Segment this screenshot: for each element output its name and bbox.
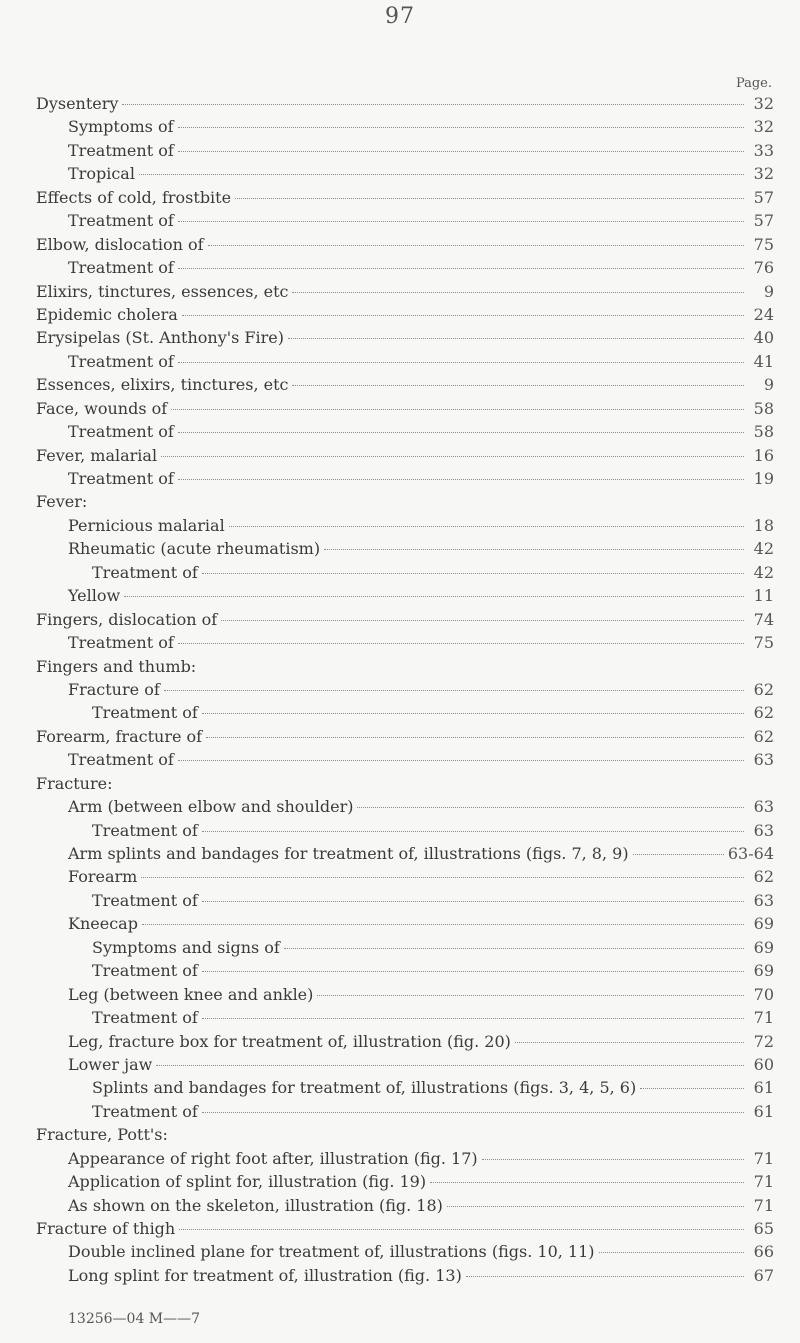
dot-leader [292, 385, 744, 386]
index-entry [36, 1194, 774, 1217]
entry-page: 32 [753, 117, 774, 137]
index-entry [36, 162, 774, 185]
entry-label: Treatment of [68, 140, 174, 160]
entry-label: Effects of cold, frostbite [36, 187, 232, 207]
entry-label: Erysipelas (St. Anthony's Fire) [36, 328, 285, 348]
dot-leader [178, 221, 744, 222]
entry-label: Treatment of [92, 562, 198, 582]
index-entry [36, 350, 774, 373]
entry-page: 24 [753, 304, 774, 324]
entry-page: 61 [753, 1078, 774, 1098]
entry-page: 63-64 [727, 844, 774, 863]
entry-page: 41 [753, 351, 774, 371]
dot-leader [206, 737, 744, 738]
dot-leader [202, 901, 744, 902]
dot-leader [139, 174, 744, 175]
entry-label: Leg, fracture box for treatment of, illustration (fig. 20) [68, 1031, 511, 1051]
dot-leader [221, 620, 744, 621]
dot-leader [482, 1159, 744, 1160]
dot-leader [284, 948, 744, 949]
entry-page: 71 [753, 1172, 774, 1192]
index-entry [36, 1264, 774, 1287]
dot-leader [640, 1088, 744, 1089]
entry-page: 18 [753, 515, 774, 535]
entry-page: 42 [753, 562, 774, 582]
entry-label: Arm splints and bandages for treatment of, illustrations (figs. 7, 8, 9) [68, 844, 629, 863]
entry-page: 75 [753, 633, 774, 653]
index-entry [36, 725, 774, 748]
index-entry [36, 1006, 774, 1029]
dot-leader [466, 1276, 744, 1277]
dot-leader [515, 1042, 744, 1043]
entry-page: 74 [753, 609, 774, 629]
entry-label: Treatment of [92, 820, 198, 840]
entry-page: 71 [753, 1008, 774, 1028]
entry-label: Treatment of [68, 211, 174, 231]
entry-label: Treatment of [68, 469, 174, 488]
entry-label: Fingers and thumb: [36, 656, 197, 676]
entry-page: 9 [763, 375, 774, 395]
dot-leader [202, 971, 744, 972]
dot-leader [430, 1182, 744, 1183]
entry-label: Treatment of [92, 703, 198, 723]
dot-leader [156, 1065, 744, 1066]
index-entry [36, 139, 774, 162]
index-entry [36, 373, 774, 396]
index-entry [36, 889, 774, 912]
dot-leader [324, 549, 744, 550]
entry-page: 69 [753, 937, 774, 957]
index-entry [36, 655, 774, 678]
entry-label: Pernicious malarial [68, 515, 225, 535]
entry-label: Treatment of [68, 633, 174, 653]
dot-leader [178, 151, 744, 152]
footer-note: 13256—04 M——7 [68, 1311, 201, 1327]
entry-label: Elbow, dislocation of [36, 234, 204, 254]
index-entry [36, 115, 774, 138]
entry-page: 67 [753, 1265, 774, 1285]
dot-leader [164, 690, 744, 691]
index-entry [36, 865, 774, 888]
entry-page: 19 [753, 469, 774, 488]
entry-page: 11 [753, 586, 774, 606]
dot-leader [202, 1112, 744, 1113]
dot-leader [178, 479, 744, 480]
index-entry [36, 631, 774, 654]
entry-page: 75 [753, 234, 774, 254]
entry-page: 72 [753, 1031, 774, 1051]
dot-leader [171, 409, 744, 410]
index-entry [36, 1100, 774, 1123]
entry-label: Rheumatic (acute rheumatism) [68, 539, 321, 559]
index-entry [36, 92, 774, 115]
index-entry [36, 1217, 774, 1240]
index-entry [36, 1170, 774, 1193]
page-column-header: Page. [735, 76, 772, 91]
entry-page: 63 [753, 797, 774, 817]
entry-page: 71 [753, 1195, 774, 1215]
index-entry [36, 303, 774, 326]
entry-label: Treatment of [92, 961, 198, 981]
index-entry [36, 936, 774, 959]
index-entry [36, 701, 774, 724]
entry-label: Symptoms of [68, 117, 174, 137]
entry-label: Treatment of [92, 1008, 198, 1028]
entry-label: Treatment of [68, 351, 174, 371]
index-entry [36, 1123, 774, 1146]
index-entry [36, 514, 774, 537]
index-entry [36, 748, 774, 771]
entry-label: Epidemic cholera [36, 304, 178, 324]
index-entry [36, 678, 774, 701]
entry-label: Elixirs, tinctures, essences, etc [36, 281, 289, 301]
index-entry [36, 983, 774, 1006]
entry-page: 57 [753, 211, 774, 231]
dot-leader [202, 831, 744, 832]
dot-leader [208, 245, 744, 246]
entry-label: Treatment of [92, 1101, 198, 1121]
index-entry [36, 537, 774, 560]
index-entry [36, 959, 774, 982]
entry-page: 62 [753, 726, 774, 746]
dot-leader [288, 338, 744, 339]
index-entry [36, 1030, 774, 1053]
dot-leader [178, 362, 744, 363]
dot-leader [357, 807, 744, 808]
entry-page: 71 [753, 1148, 774, 1168]
dot-leader [182, 315, 744, 316]
entry-label: Fracture, Pott's: [36, 1125, 168, 1145]
index-entry [36, 608, 774, 631]
entry-label: Forearm, fracture of [36, 726, 203, 746]
index-entry [36, 280, 774, 303]
entry-page: 63 [753, 750, 774, 770]
entry-label: Forearm [68, 867, 138, 887]
entry-label: Treatment of [68, 258, 174, 278]
entry-page: 33 [753, 140, 774, 160]
entry-label: Kneecap [68, 914, 138, 934]
entry-label: As shown on the skeleton, illustration (fig. 18) [68, 1195, 443, 1215]
index-entry [36, 420, 774, 443]
entry-label: Symptoms and signs of [92, 937, 280, 957]
dot-leader [161, 456, 744, 457]
entry-page: 62 [753, 867, 774, 887]
dot-leader [447, 1206, 744, 1207]
entry-page: 65 [753, 1219, 774, 1238]
entry-page: 63 [753, 820, 774, 840]
dot-leader [633, 854, 724, 855]
entry-page: 9 [763, 281, 774, 301]
index-entry [36, 397, 774, 420]
entry-label: Fever: [36, 492, 88, 512]
dot-leader [202, 1018, 744, 1019]
index-entry [36, 1147, 774, 1170]
index-entry [36, 186, 774, 209]
index-entry [36, 842, 774, 865]
page-number: 97 [385, 4, 415, 29]
dot-leader [179, 1229, 744, 1230]
dot-leader [599, 1252, 744, 1253]
entry-page: 63 [753, 890, 774, 910]
entry-label: Lower jaw [68, 1054, 153, 1074]
entry-page: 69 [753, 914, 774, 934]
dot-leader [122, 104, 744, 105]
entry-label: Fever, malarial [36, 445, 158, 465]
entry-page: 62 [753, 703, 774, 723]
dot-leader [235, 198, 744, 199]
entry-label: Treatment of [68, 750, 174, 770]
entry-page: 58 [753, 398, 774, 418]
entry-label: Treatment of [68, 422, 174, 442]
entry-page: 58 [753, 422, 774, 442]
index-entry [36, 326, 774, 349]
dot-leader [202, 713, 744, 714]
entry-label: Arm (between elbow and shoulder) [68, 797, 354, 817]
entry-page: 32 [753, 94, 774, 113]
entry-page: 62 [753, 679, 774, 699]
index-entry [36, 912, 774, 935]
index-entry [36, 209, 774, 232]
entry-label: Dysentery [36, 94, 119, 113]
entry-label: Long splint for treatment of, illustration (fig. 13) [68, 1265, 462, 1285]
entry-label: Treatment of [92, 890, 198, 910]
entry-label: Splints and bandages for treatment of, illustrations (figs. 3, 4, 5, 6) [92, 1078, 637, 1098]
entry-label: Appearance of right foot after, illustration (fig. 17) [68, 1148, 478, 1168]
entry-page: 69 [753, 961, 774, 981]
entry-label: Fingers, dislocation of [36, 609, 218, 629]
dot-leader [142, 924, 744, 925]
index-list [36, 92, 774, 1287]
dot-leader [124, 596, 744, 597]
dot-leader [178, 760, 744, 761]
index-entry [36, 584, 774, 607]
entry-label: Yellow [68, 586, 121, 606]
entry-page: 76 [753, 258, 774, 278]
entry-label: Fracture of [68, 679, 160, 699]
index-entry [36, 795, 774, 818]
entry-page: 42 [753, 539, 774, 559]
entry-page: 66 [753, 1242, 774, 1262]
entry-page: 60 [753, 1054, 774, 1074]
entry-label: Leg (between knee and ankle) [68, 984, 314, 1004]
dot-leader [178, 268, 744, 269]
entry-label: Essences, elixirs, tinctures, etc [36, 375, 289, 395]
index-entry [36, 233, 774, 256]
index-entry [36, 467, 774, 490]
entry-page: 32 [753, 164, 774, 184]
entry-page: 61 [753, 1101, 774, 1121]
index-entry [36, 256, 774, 279]
entry-label: Face, wounds of [36, 398, 168, 418]
entry-page: 57 [753, 187, 774, 207]
dot-leader [178, 643, 744, 644]
entry-label: Double inclined plane for treatment of, illustrations (figs. 10, 11) [68, 1242, 595, 1262]
index-entry [36, 561, 774, 584]
dot-leader [202, 573, 744, 574]
entry-label: Fracture: [36, 773, 113, 793]
entry-page: 70 [753, 984, 774, 1004]
entry-label: Application of splint for, illustration (fig. 19) [68, 1172, 427, 1192]
index-entry [36, 1076, 774, 1099]
index-entry [36, 1240, 774, 1263]
dot-leader [317, 995, 744, 996]
dot-leader [178, 432, 744, 433]
entry-label: Tropical [68, 164, 135, 184]
index-entry [36, 490, 774, 513]
dot-leader [141, 877, 744, 878]
index-entry [36, 1053, 774, 1076]
dot-leader [229, 526, 744, 527]
entry-page: 40 [753, 328, 774, 348]
index-entry [36, 819, 774, 842]
index-entry [36, 772, 774, 795]
dot-leader [292, 292, 744, 293]
index-entry [36, 444, 774, 467]
dot-leader [178, 127, 745, 128]
entry-page: 16 [753, 445, 774, 465]
entry-label: Fracture of thigh [36, 1219, 176, 1238]
